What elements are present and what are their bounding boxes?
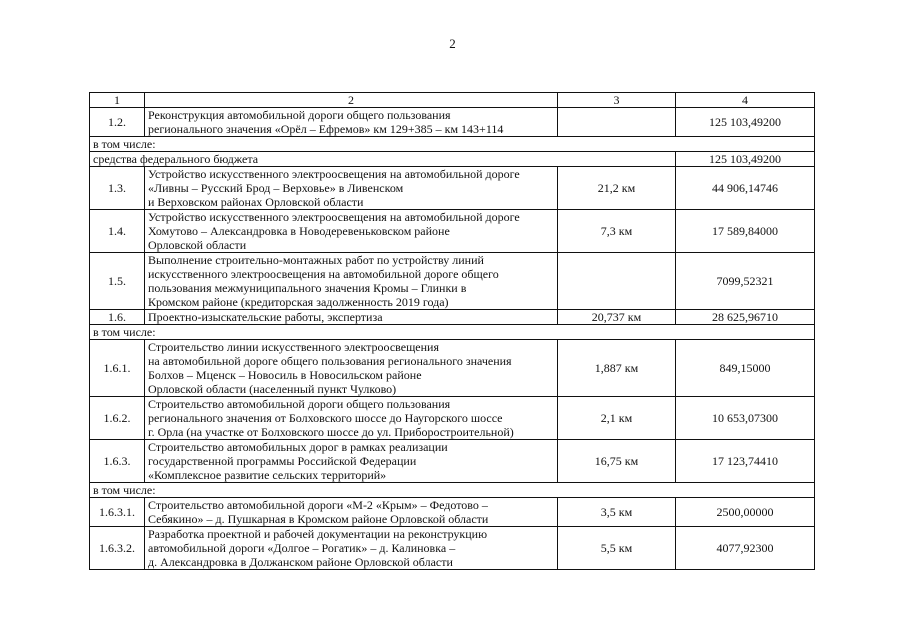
table-header-row: [90, 93, 815, 108]
header-cell-1: 1: [90, 93, 145, 108]
description-line: «Комплексное развитие сельских территорий»: [148, 468, 387, 482]
funding-row: [90, 152, 815, 167]
description-line: искусственного электроосвещения на автомобильной дороге общего: [148, 267, 499, 281]
item-quantity: 1,887 км: [558, 340, 676, 397]
item-description: [145, 397, 558, 440]
item-number: 1.6.3.1.: [90, 498, 145, 527]
item-quantity: 21,2 км: [558, 167, 676, 210]
item-number: 1.4.: [90, 210, 145, 253]
description-line: автомобильной дороги «Долгое – Рогатик» – д. Калиновка –: [148, 541, 456, 555]
item-sum: 7099,52321: [676, 253, 815, 310]
description-line: Болхов – Мценск – Новосиль в Новосильском районе: [148, 368, 422, 382]
item-description: [145, 108, 558, 137]
item-quantity: 16,75 км: [558, 440, 676, 483]
description-line: на автомобильной дороге общего пользования регионального значения: [148, 354, 512, 368]
description-line: д. Александровка в Должанском районе Орловской области: [148, 555, 453, 569]
table-row: [90, 253, 815, 310]
table-row: [90, 340, 815, 397]
page-number: 2: [449, 36, 456, 51]
item-number: 1.6.2.: [90, 397, 145, 440]
item-description: [145, 527, 558, 570]
item-sum: 10 653,07300: [676, 397, 815, 440]
funding-sum: 125 103,49200: [676, 152, 815, 167]
description-line: Орловской области (населенный пункт Чулково): [148, 382, 397, 396]
description-line: Устройство искусственного электроосвещения на автомобильной дороге: [148, 210, 520, 224]
description-line: Себякино» – д. Пушкарная в Кромском районе Орловской области: [148, 512, 489, 526]
item-description: [145, 440, 558, 483]
description-line: Орловской области: [148, 238, 247, 252]
item-sum: 2500,00000: [676, 498, 815, 527]
table-row: [90, 440, 815, 483]
item-sum: 4077,92300: [676, 527, 815, 570]
item-sum: 17 123,74410: [676, 440, 815, 483]
item-description: [145, 310, 558, 325]
item-quantity: 2,1 км: [558, 397, 676, 440]
description-line: пользования межмуниципального значения Кромы – Глинки в: [148, 281, 467, 295]
description-line: Устройство искусственного электроосвещения на автомобильной дороге: [148, 167, 520, 181]
item-number: 1.5.: [90, 253, 145, 310]
description-line: Строительство автомобильной дороги «М-2 «Крым» – Федотово –: [148, 498, 488, 512]
description-line: Кромском районе (кредиторская задолженность 2019 года): [148, 295, 449, 309]
description-line: и Верховском районах Орловской области: [148, 195, 364, 209]
header-cell-2: 2: [145, 93, 558, 108]
item-description: [145, 340, 558, 397]
item-quantity: [558, 108, 676, 137]
item-quantity: 7,3 км: [558, 210, 676, 253]
item-quantity: 20,737 км: [558, 310, 676, 325]
item-number: 1.6.3.2.: [90, 527, 145, 570]
item-sum: 28 625,96710: [676, 310, 815, 325]
table-row: [90, 527, 815, 570]
funding-label: средства федерального бюджета: [90, 152, 676, 167]
header-cell-4: 4: [676, 93, 815, 108]
item-description: [145, 167, 558, 210]
section-label: в том числе:: [90, 483, 815, 498]
table-row: [90, 167, 815, 210]
table-row: [90, 108, 815, 137]
description-line: Хомутово – Александровка в Новодеревеньковском районе: [148, 224, 450, 238]
table-row: [90, 310, 815, 325]
description-line: регионального значения «Орёл – Ефремов» км 129+385 – км 143+114: [148, 122, 504, 136]
section-label: в том числе:: [90, 325, 815, 340]
table-row: [90, 498, 815, 527]
description-line: Выполнение строительно-монтажных работ по устройству линий: [148, 253, 484, 267]
item-number: 1.3.: [90, 167, 145, 210]
item-description: [145, 498, 558, 527]
description-line: «Ливны – Русский Брод – Верховье» в Ливенском: [148, 181, 404, 195]
section-label: в том числе:: [90, 137, 815, 152]
item-quantity: 5,5 км: [558, 527, 676, 570]
description-line: Строительство автомобильной дороги общего пользования: [148, 397, 451, 411]
item-description: [145, 210, 558, 253]
section-row: [90, 325, 815, 340]
item-sum: 44 906,14746: [676, 167, 815, 210]
item-sum: 849,15000: [676, 340, 815, 397]
item-description: [145, 253, 558, 310]
description-line: Разработка проектной и рабочей документации на реконструкцию: [148, 527, 488, 541]
item-number: 1.6.1.: [90, 340, 145, 397]
item-sum: 17 589,84000: [676, 210, 815, 253]
item-number: 1.2.: [90, 108, 145, 137]
item-number: 1.6.3.: [90, 440, 145, 483]
table-row: [90, 210, 815, 253]
item-quantity: 3,5 км: [558, 498, 676, 527]
description-line: регионального значения от Болховского шоссе до Наугорского шоссе: [148, 411, 503, 425]
section-row: [90, 483, 815, 498]
item-number: 1.6.: [90, 310, 145, 325]
description-line: Строительство линии искусственного электроосвещения: [148, 340, 439, 354]
table-row: [90, 397, 815, 440]
description-line: г. Орла (на участке от Болховского шоссе до ул. Приборостроительной): [148, 425, 514, 439]
description-line: Строительство автомобильных дорог в рамках реализации: [148, 440, 448, 454]
budget-table: [89, 92, 815, 570]
header-cell-3: 3: [558, 93, 676, 108]
item-sum: 125 103,49200: [676, 108, 815, 137]
item-quantity: [558, 253, 676, 310]
description-line: государственной программы Российской Федерации: [148, 454, 417, 468]
description-line: Реконструкция автомобильной дороги общего пользования: [148, 108, 451, 122]
description-line: Проектно-изыскательские работы, экспертиза: [148, 310, 383, 324]
section-row: [90, 137, 815, 152]
